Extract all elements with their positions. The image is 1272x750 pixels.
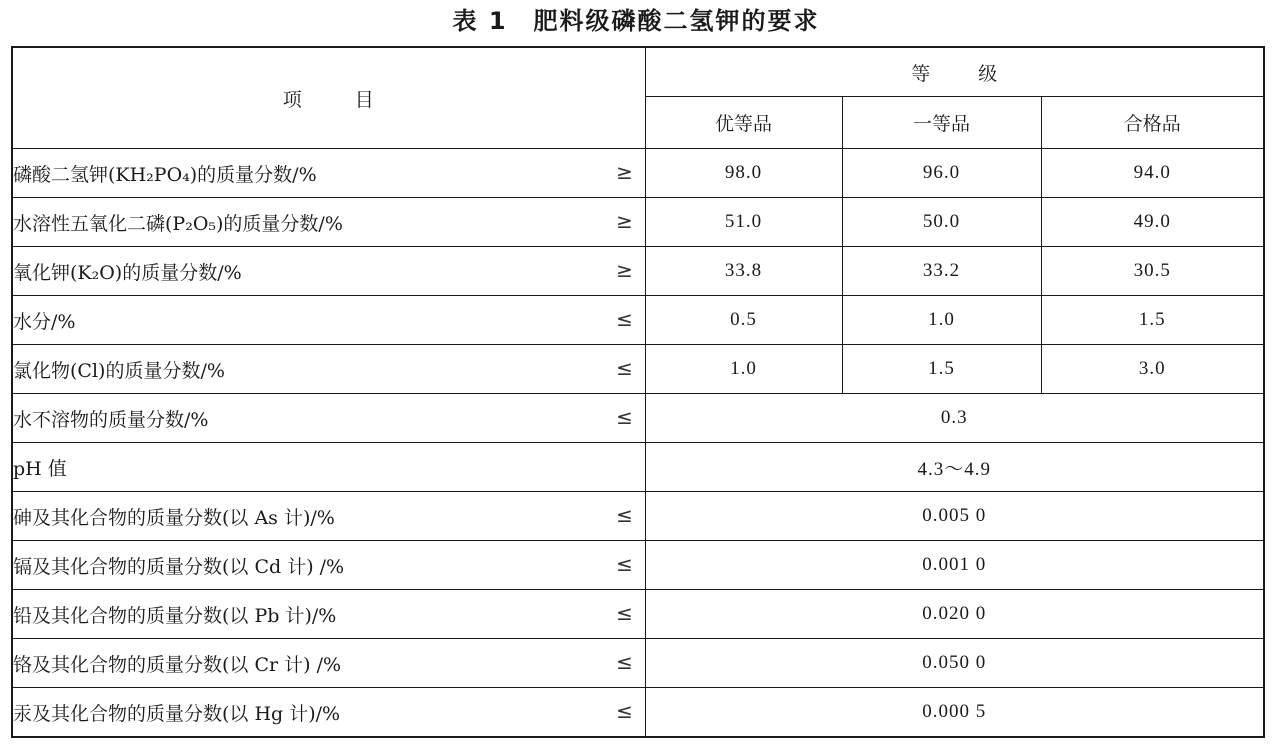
grade-first-header: 一等品	[842, 97, 1041, 149]
shared-value-cell: 0.005 0	[645, 492, 1264, 541]
grade-value-cell: 3.0	[1041, 345, 1264, 394]
comparison-operator: ≤	[616, 649, 633, 674]
grade-value-cell: 1.0	[842, 296, 1041, 345]
shared-value-cell: 0.020 0	[645, 590, 1264, 639]
grade-value-cell: 50.0	[842, 198, 1041, 247]
table-row	[12, 345, 1264, 394]
grade-premium-header: 优等品	[645, 97, 842, 149]
header-row-1	[12, 47, 1264, 97]
item-name: 氧化钾(K₂O)的质量分数/%	[13, 261, 242, 284]
shared-value-cell: 0.050 0	[645, 639, 1264, 688]
item-name-cell	[12, 541, 645, 590]
grade-value-cell: 0.5	[645, 296, 842, 345]
grade-value-cell: 30.5	[1041, 247, 1264, 296]
table-row	[12, 443, 1264, 492]
shared-value-cell: 0.3	[645, 394, 1264, 443]
item-name: 水溶性五氧化二磷(P₂O₅)的质量分数/%	[13, 212, 343, 235]
item-header-char-1: 项	[282, 88, 303, 111]
table-row	[12, 492, 1264, 541]
grade-value-cell: 1.5	[1041, 296, 1264, 345]
item-name-cell	[12, 639, 645, 688]
item-name: 水不溶物的质量分数/%	[13, 408, 209, 431]
shared-value-cell: 4.3～4.9	[645, 443, 1264, 492]
table-title: 表 1 肥料级磷酸二氢钾的要求	[452, 7, 820, 35]
table-row	[12, 688, 1264, 738]
item-name: 镉及其化合物的质量分数(以 Cd 计) /%	[13, 555, 345, 578]
item-name-cell	[12, 149, 645, 198]
table-row	[12, 639, 1264, 688]
item-name: 铬及其化合物的质量分数(以 Cr 计) /%	[13, 653, 342, 676]
table-row	[12, 590, 1264, 639]
item-name: 砷及其化合物的质量分数(以 As 计)/%	[13, 506, 335, 529]
comparison-operator: ≥	[616, 159, 633, 184]
comparison-operator: ≥	[616, 257, 633, 282]
comparison-operator: ≤	[616, 698, 633, 723]
table-row	[12, 149, 1264, 198]
grade-value-cell: 1.0	[645, 345, 842, 394]
comparison-operator: ≤	[616, 502, 633, 527]
item-name-cell	[12, 443, 645, 492]
grade-value-cell: 33.2	[842, 247, 1041, 296]
grade-value-cell: 1.5	[842, 345, 1041, 394]
item-name: 氯化物(Cl)的质量分数/%	[13, 359, 225, 382]
grade-value-cell: 33.8	[645, 247, 842, 296]
table-row	[12, 394, 1264, 443]
table-row	[12, 247, 1264, 296]
comparison-operator: ≤	[616, 355, 633, 380]
item-column-header	[12, 47, 645, 149]
item-name-cell	[12, 345, 645, 394]
item-name: 磷酸二氢钾(KH₂PO₄)的质量分数/%	[13, 163, 317, 186]
grade-value-cell: 96.0	[842, 149, 1041, 198]
item-name: pH 值	[13, 457, 67, 480]
item-header-char-2: 目	[354, 88, 375, 111]
grade-value-cell: 49.0	[1041, 198, 1264, 247]
item-name-cell	[12, 394, 645, 443]
grade-column-header	[645, 47, 1264, 97]
item-name-cell	[12, 688, 645, 738]
item-name: 铅及其化合物的质量分数(以 Pb 计)/%	[13, 604, 337, 627]
item-name-cell	[12, 492, 645, 541]
table-row	[12, 541, 1264, 590]
comparison-operator: ≤	[616, 551, 633, 576]
shared-value-cell: 0.000 5	[645, 688, 1264, 738]
item-name-cell	[12, 198, 645, 247]
requirements-table	[11, 46, 1265, 738]
comparison-operator: ≥	[616, 208, 633, 233]
item-name: 汞及其化合物的质量分数(以 Hg 计)/%	[13, 702, 341, 725]
item-name-cell	[12, 296, 645, 345]
table-row	[12, 198, 1264, 247]
grade-value-cell: 98.0	[645, 149, 842, 198]
shared-value-cell: 0.001 0	[645, 541, 1264, 590]
grade-value-cell: 51.0	[645, 198, 842, 247]
table-row	[12, 296, 1264, 345]
item-name-cell	[12, 247, 645, 296]
grade-qualified-header: 合格品	[1041, 97, 1264, 149]
comparison-operator: ≤	[616, 404, 633, 429]
comparison-operator: ≤	[616, 600, 633, 625]
grade-value-cell: 94.0	[1041, 149, 1264, 198]
item-name-cell	[12, 590, 645, 639]
comparison-operator: ≤	[616, 306, 633, 331]
grade-header-char-1: 等	[911, 62, 931, 85]
item-name: 水分/%	[13, 310, 76, 333]
grade-header-char-2: 级	[978, 62, 998, 85]
